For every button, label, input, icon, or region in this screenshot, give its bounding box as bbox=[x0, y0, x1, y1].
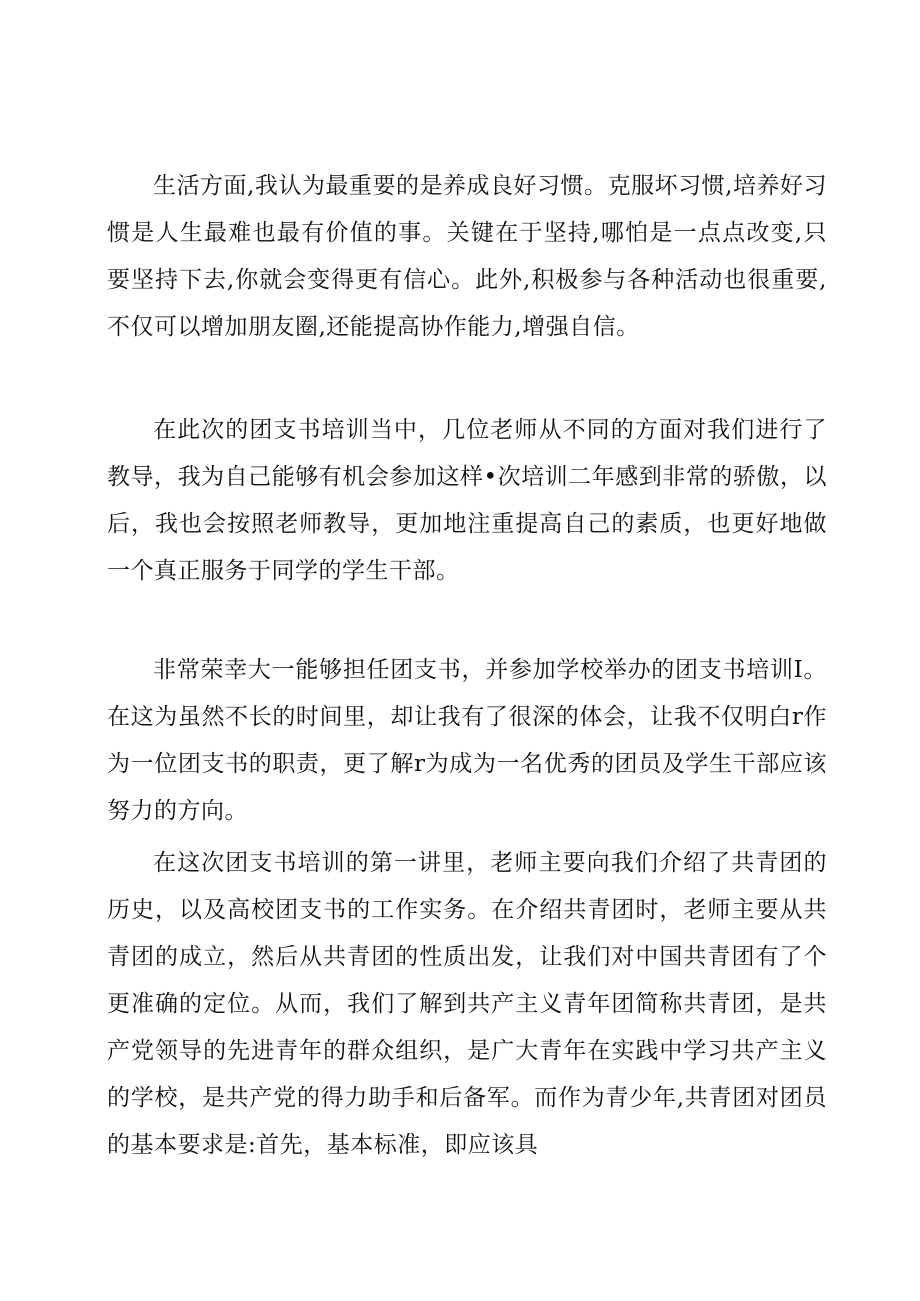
paragraph-first-lecture-summary: 在这次团支书培训的第一讲里，老师主要向我们介绍了共青团的历史，以及高校团支书的工作实务。在介绍共青团时，老师主要从共青团的成立，然后从共青团的性质出发，让我们对中国共青团有了个更准确的定位。从而，我们了解到共产主义青年团简称共青团，是共产党领导的先进青年的群众组织，是广大青年在实践中学习共产主义的学校，是共产党的得力助手和后备军。而作为青少年,共青团对团员的基本要求是:首先，基本标准，即应该具 bbox=[107, 850, 827, 1158]
paragraph-league-secretary-role: 非常荣幸大一能够担任团支书，并参加学校举办的团支书培训I。在这为虽然不长的时间里，却让我有了很深的体会，让我不仅明白r作为一位团支书的职责，更了解r为成为一名优秀的团员及学生干部应该努力的方向。 bbox=[107, 657, 827, 824]
paragraph-training-reflection: 在此次的团支书培训当中，几位老师从不同的方面对我们进行了教导，我为自己能够有机会参加这样•次培训二年感到非常的骄傲，以后，我也会按照老师教导，更加地注重提高自己的素质，也更好地做一个真正服务于同学的学生干部。 bbox=[107, 417, 827, 584]
paragraph-daily-life-habits: 生活方面,我认为最重要的是养成良好习惯。克服坏习惯,培养好习惯是人生最难也最有价值的事。关键在于坚持,哪怕是一点点改变,只要坚持下去,你就会变得更有信心。此外,积极参与各种活动也很重要,不仅可以增加朋友圈,还能提高协作能力,增强自信。 bbox=[107, 173, 827, 340]
